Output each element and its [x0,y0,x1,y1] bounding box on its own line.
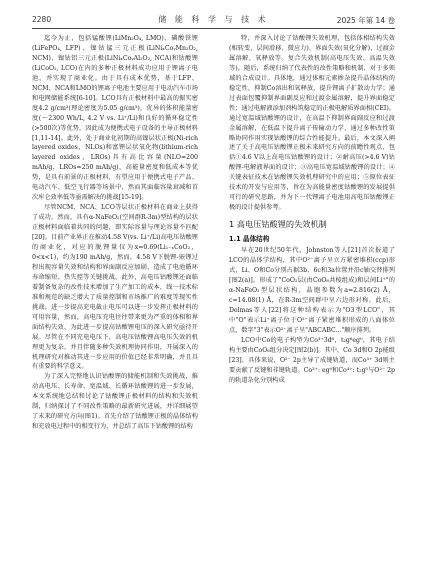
header-rule [32,28,395,29]
journal-title: 储 能 科 学 与 技 术 [158,15,269,24]
right-column [229,34,395,386]
crystal-structure-paragraph-1: 早在20世纪50年代，Johnston等人[21]首次报道了LCO的晶体学结构，其中O²⁻离子呈立方紧密堆积(ccp)形式，Li、O和Co分别占据3b、6c和3a位置并沿c轴交替排列[图2(a)]。形成了"CoO₂层(由CoO₆共棱组成)和层间Li⁺"的α-NaFeO₂型层状结构，晶胞参数为a=2.816(2) Å，c=14.08(1) Å，在R-3m空间群中呈六边形对称。此后，Delmas等人[22]将这种结构表示为"O3型LCO"，其中"O"表示Li⁺离子位于O²⁻离子紧密堆积形成的八面体位点，数字"3"表示O²⁻离子呈"ABCABC..."顺序排列。 [229,247,395,334]
intro-paragraph-3: 为了深入完整地认识钴酸锂的储能机制和失效挑战，推动高电压、长寿命、宽温域、长循环钴酸锂的进一步发展，本文系统地总结和讨论了钴酸锂正极材料的结构和失效机制，归纳探讨了不同改性策略的最新研究进展，并详细展望了未来的研究方向(图1)。首先介绍了钴酸锂正极的晶体结构和充放电过程中的相变行为，并总结了高压下钴酸锂的结构 [32,373,198,431]
left-column [32,34,198,432]
crystal-structure-paragraph-2: LCO中Co的电子构型为Co³⁺3d⁶，t₂g⁶eg⁰，其电子结构主要由CoO₆组分决定[图2(b)]。其中，Co 3d和O 2p能级[23]。具体来说，O²⁻ 2p主导了成键轨道，而Co³⁺ 3d则主要贡献了反键和非键轨道。Co³⁺: eg⁰和Co⁴⁺: t₂g⁵与O²⁻ 2p的轨道杂化分别构成 [229,336,395,384]
running-header [32,13,395,27]
intro-paragraph-4: 特，并深入讨论了钴酸锂失效机理，包括体相结构失效(相转变、层间滑移、微应力)、界面失效(氧化分解)、过渡金属溶解、氧释放等。复合失效机制(高电压失效、高温失效等)。随后，系统归纳了代表性的改性策略和机制，对于多领域的合成设计。具体地，通过体相元素掺杂提升晶体结构的稳定性，抑制Co溶出和氧释放，提升锂离子扩散动力学；通过表面包覆抑制界面副反应和过渡金属溶解，提升界面稳定性；通过电解液添加剂构筑稳定的正极电解质界面相(CEI)。通过宽温域钴酸锂的设计，在高温下抑制界面副反应和过渡金属溶解，在低温下提升离子传输动力学，通过多种改性策略协同作用实现钴酸锂的综合性能提升。最后，本文深入阐述了关于高电压钴酸锂正极未来研究方向的前瞻性观点，包括①4.6 V以上高电压钴酸锂的设计；②耐高压(>4.6 V)钴酸锂-电解液界面的设计；③高电压宽温域钴酸锂的设计；④关键表征技术在钴酸锂失效机理研究中的应用；⑤原位表征技术的开发与应用等，旨在为高能量密度钴酸锂的发展提供可行的研究思路，并为下一代锂离子电池用高电压钴酸锂正极的设计提供参考。 [229,35,395,212]
intro-paragraph-1: 迄今为止，包括锰酸锂(LiMn₂O₄, LMO)、磷酸铁锂(LiFePO₄, LFP)、镍钴锰三元正极(LiNiₓCoᵧMn₂O₂, NCM)、镍钴铝三元正极(LiNiₓCoᵧAl₂O₂, NCA)和钴酸锂(LiCoO₂, LCO)在内的多种正极材料成功应用于锂离子电池，并实现了商业化。由于具有成本优势，基于LFP、NCM、NCA和LMO的锂离子电池主要应用于电动汽车市场和电网储能系统[6-10]。LCO具有正极材料中最高的振实密度4.2 g/cm³(理论密度为5.05 g/cm³)，优异的体积能量密度(～2300 Wh/L, 4.2 V vs. Li⁺/Li)和良好的循环稳定性(>500次)等优势，因此成为便携式电子设备的主导正极材料[1,11-14]。此外，处于商业化初期的高镍层状正极(Ni-rich layered oxides，NLOs)和富锂层状氧化物(lithium-rich layered oxides，LROs)具有高比容量(NLO≈200 mAh/g，LROs≈250 mAh/g)，高能量密度和低成本等优势，是具有前景的正极材料，有望应用于便携式电子产品、电动汽车、低空飞行器等场景中，然而其面临容量衰减和首次库仑效率低等亟需解决的挑战[15-19]。 [32,35,198,202]
issue-label: 2025 年第 14 卷 [336,16,395,25]
section-title: 1 高电压钴酸锂的失效机制 [229,219,327,230]
intro-paragraph-2: 尽管NCM、NCA、LCO等层状正极材料在商业上获得了成功，然而，具有α-NaFeO₂(空间群R-3m)型结构的层状正极材料面临着共同的问题，即实际容量与理论容量不匹配[20]。目前产业界正在推动4.58 V(vs. Li⁺/Li)高电压钴酸锂的商业化，对应的脱锂量仅为x=0.69(Li₁₋ₓCoO₂，0<x<1)，约为190 mAh/g，然而，4.58 V下脱锂-嵌锂过程出现容量失效和结构和界面副反应加剧，造成了电池循环寿命缩短、热失控等关键挑战。此外，高电压钴酸锂还面临着制备复杂的改性技术增加了生产加工的成本，线一技术标准和规范的缺乏增大了质量控制和市场推广的难度等现实性挑战。进一步提高充电截止电压可以进一步发挥正极材料的可用容量，然而，高电压充电往往带来更为严重的体相和界面结构失效，为此进一步提高钴酸锂电压的深入研究亟待开展。尽管在不同充电电压下，高电压钴酸锂高电压失效的机理更为复杂，并且伴随多种失效机理协同作用，开展深入的机理研究对推动其进一步应用的价值已经非常明确，并且具有重要的科学意义。 [32,204,198,371]
subsection-title: 1.1 晶体结构 [229,235,270,244]
page-number: 2280 [32,15,52,24]
